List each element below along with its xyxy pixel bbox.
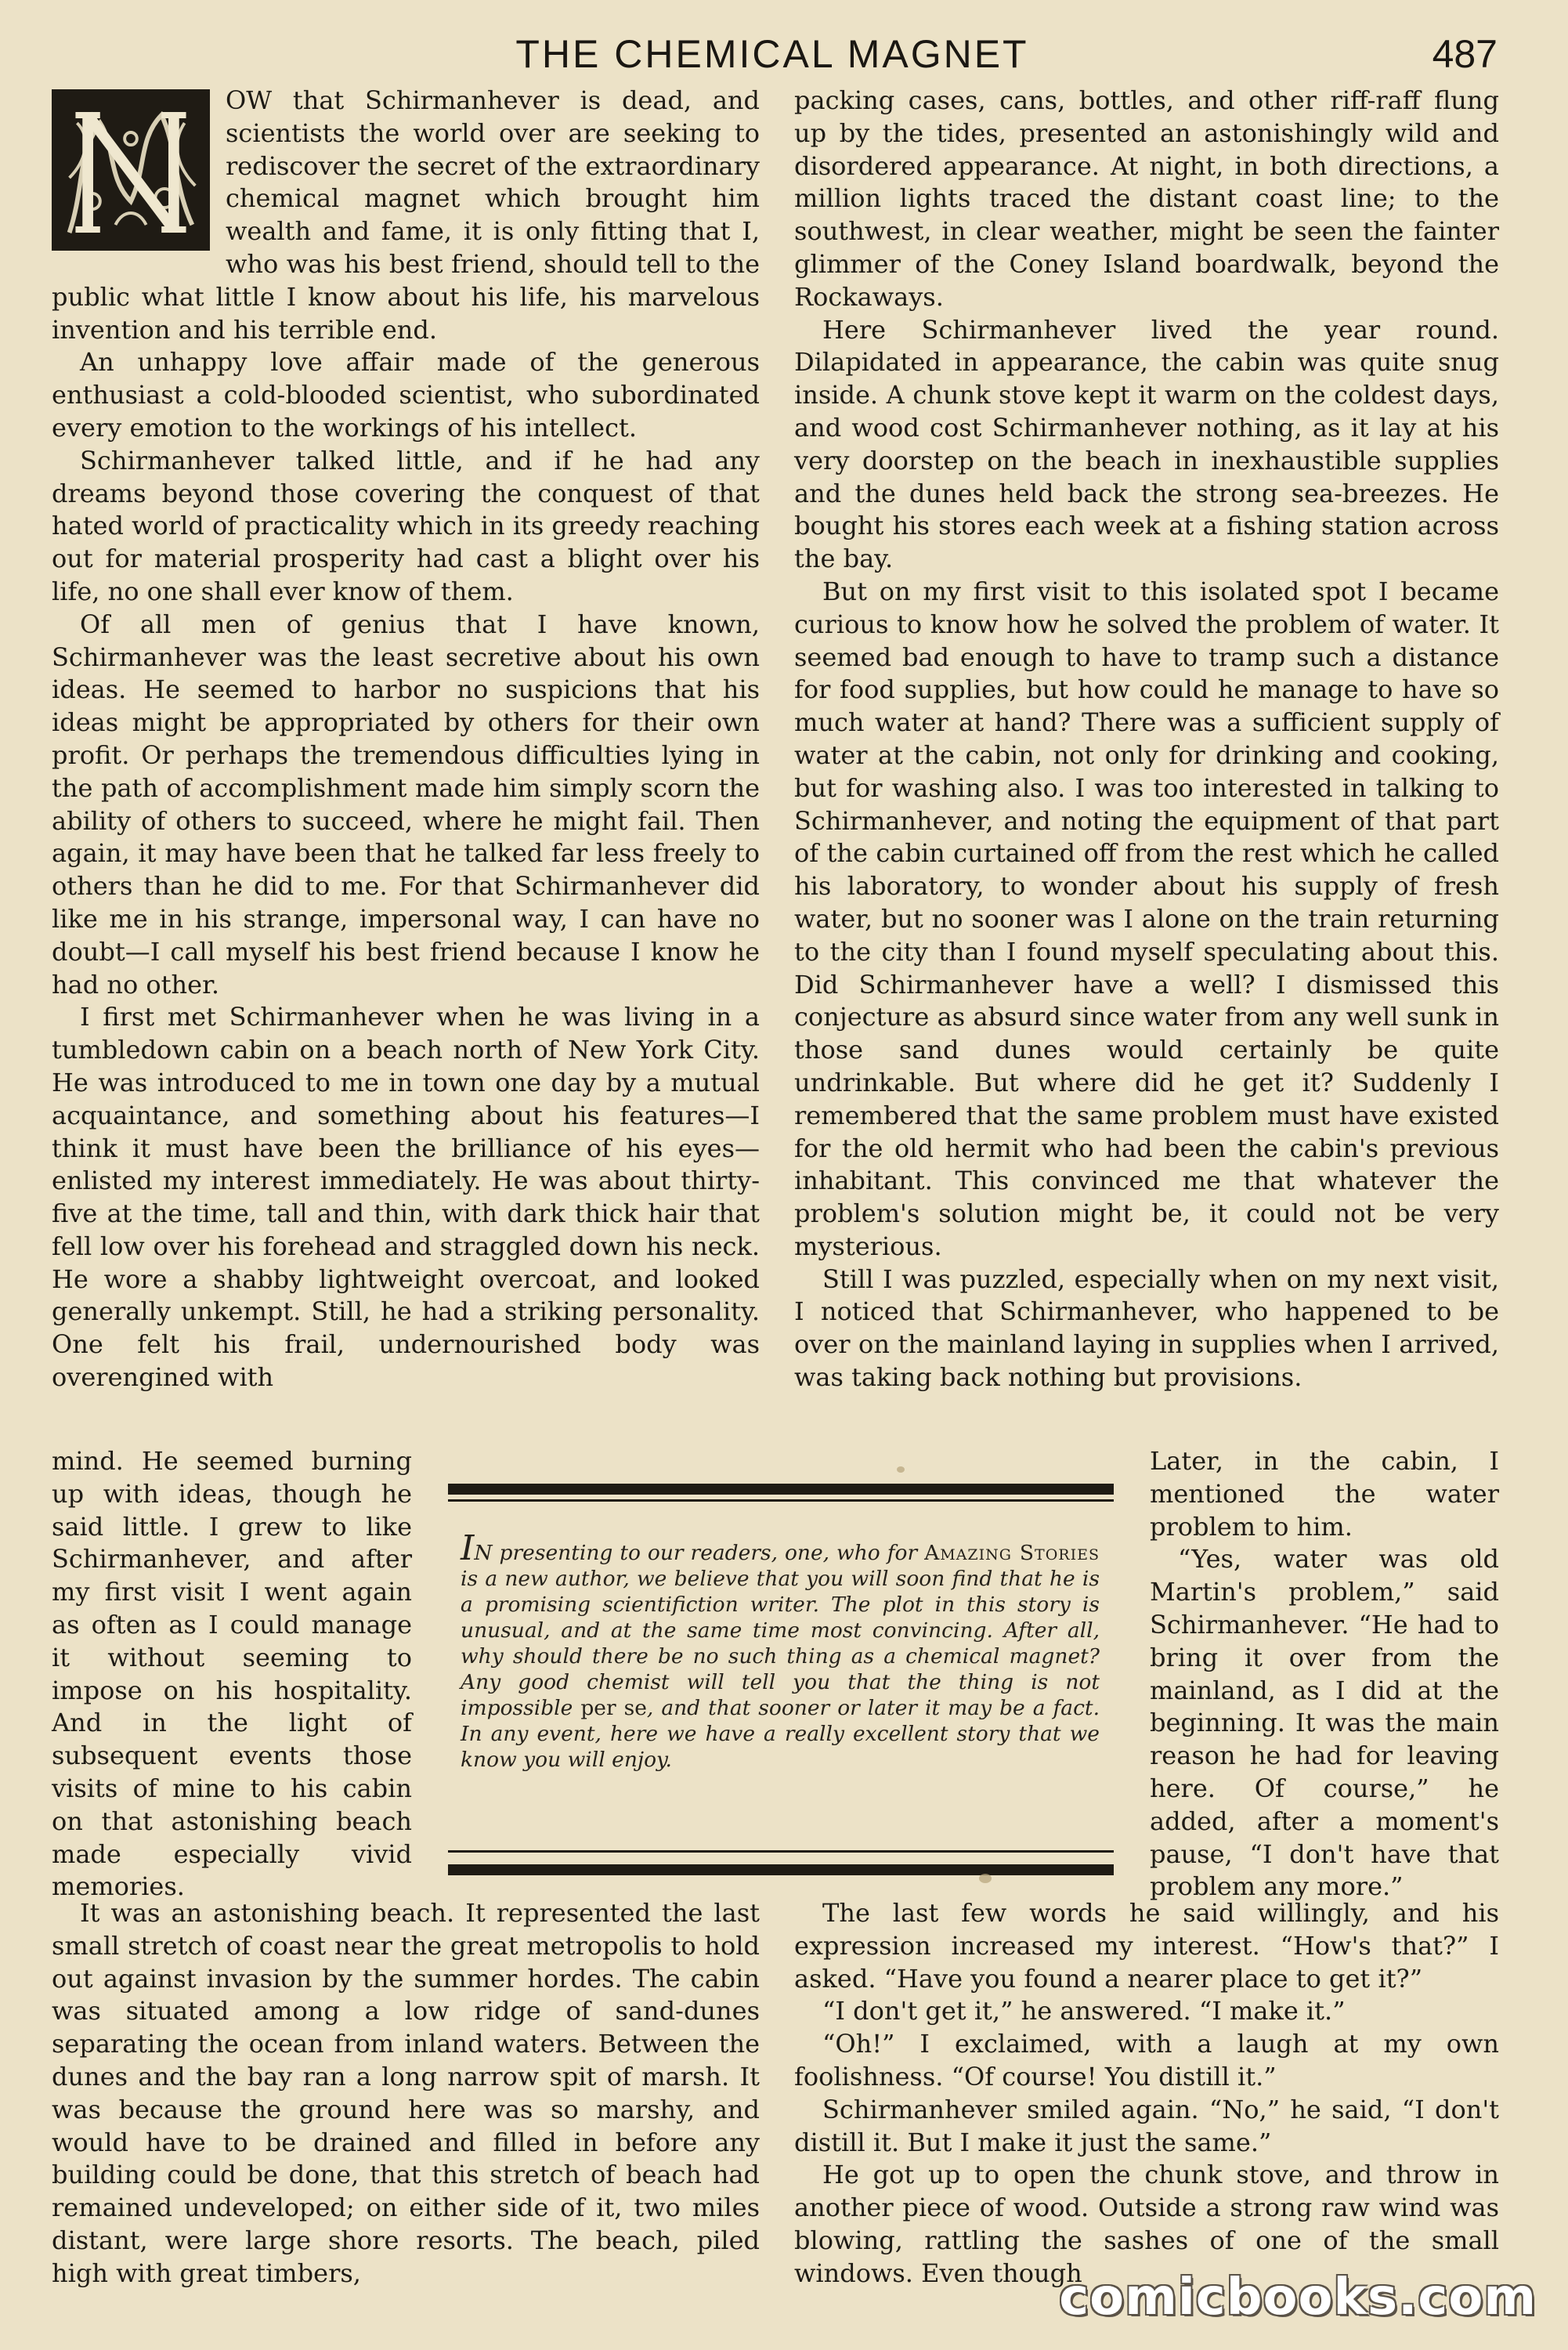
left-column-middle — [52, 1445, 412, 1904]
left-column-top — [52, 85, 760, 1394]
running-title: THE CHEMICAL MAGNET — [515, 32, 1029, 76]
paragraph-3: Schirmanhever talked little, and if he had any dreams beyond those covering the conquest of that hated world of practicality which in its greedy reaching out for material prosperity had cast a blight over his life, no one shall ever know of them. — [52, 445, 760, 606]
paragraph-6-continued: packing cases, cans, bottles, and other riff-raff flung up by the tides, presented an astonishingly wild and disordered appearance. At night, in both directions, a million lights traced the distant coast line; to the southwest, in clear weather, might be seen the fainter glimmer of the Coney Island boardwalk, beyond the Rockaways. — [794, 85, 1499, 312]
paragraph-8: But on my first visit to this isolated spot I became curious to know how he solved the problem of water. It seemed bad enough to have to tramp such a distance for food supplies, but how could he manage to have so much water at hand? There was a sufficient supply of water at the cabin, not only for drinking and cooking, but for washing also. I was too interested in talking to Schirmanhever, and noting the equipment of that part of the cabin curtained off from the rest which he called his laboratory, to wonder about his supply of fresh water, but no sooner was I alone on the train returning to the city than I found myself speculating about this. Did Schirmanhever have a well? I dismissed this conjecture as absurd since water from any well sunk in those sand dunes would certainly be quite undrinkable. But where did he get it? Suddenly I remembered that the same problem must have existed for the old hermit who had been the cabin's previous inhabitant. This convinced me that whatever the problem's solution might be, it could not be very mysterious. — [794, 576, 1499, 1261]
editor-note-part-3: , and that sooner or later it may be a fact. In any event, here we have a really excellent story that we know you will enjoy. — [461, 1696, 1100, 1772]
left-column-bottom — [52, 1897, 760, 2290]
paragraph-11: The last few words he said willingly, and his expression increased my interest. “How's that?” I asked. “Have you found a nearer place to get it?” — [794, 1898, 1499, 1994]
paragraph-13: “Oh!” I exclaimed, with a laugh at my own foolishness. “Of course! You distill it.” — [794, 2029, 1499, 2092]
paragraph-7: Here Schirmanhever lived the year round. Dilapidated in appearance, the cabin was quite snug inside. A chunk stove kept it warm on the coldest days, and wood cost Schirmanhever nothing, as it lay at his very doorstep on the beach in inexhaustible supplies and the dunes held back the strong sea-breezes. He bought his stores each week at a fishing station across the bay. — [794, 314, 1499, 574]
editor-note-box — [448, 1484, 1114, 1866]
watermark: comicbooks.com — [1059, 2269, 1537, 2326]
paragraph-10: “Yes, water was old Martin's problem,” said Schirmanhever. “He had to bring it over from the mainland, as I did at the beginning. It was the main reason he had for leaving here. Of course,” he added, after a moment's pause, “I don't have that problem any more.” — [1150, 1544, 1499, 1902]
right-column-bottom — [794, 1897, 1499, 2290]
box-rule-bottom-thin — [448, 1850, 1114, 1853]
paragraph-4: Of all men of genius that I have known, Schirmanhever was the least secretive about his own ideas. He seemed to harbor no suspicions that his ideas might be appropriated by others for their own profit. Or perhaps the tremendous difficulties lying in the path of accomplishment made him simply scorn the ability of others to succeed, where he might fail. Then again, it may have been that he talked far less freely to others than he did to me. For that Schirmanhever did like me in his strange, impersonal way, I can have no doubt—I call myself his best friend because I know he had no other. — [52, 609, 760, 1000]
box-rule-top-thick — [448, 1484, 1114, 1495]
paragraph-15: He got up to open the chunk stove, and throw in another piece of wood. Outside a strong raw wind was blowing, rattling the sashes of one of the small windows. Even though — [794, 2160, 1499, 2288]
editor-note-per-se: per se — [580, 1696, 647, 1720]
paper-stain — [897, 1466, 905, 1473]
paragraph-9: Still I was puzzled, especially when on my next visit, I noticed that Schirmanhever, who happened to be over on the mainland laying in supplies when I arrived, was taking back nothing but provisions. — [794, 1264, 1499, 1393]
right-column-top — [794, 85, 1499, 1394]
paper-stain — [979, 1874, 992, 1883]
editor-note-part-1: N presenting to our readers, one, who for — [474, 1541, 925, 1565]
editor-note-initial: I — [461, 1528, 475, 1568]
ornamental-initial-n-icon — [52, 89, 210, 251]
paragraph-14: Schirmanhever smiled again. “No,” he said, “I don't distill it. But I make it just the same.” — [794, 2094, 1499, 2157]
paragraph-12: “I don't get it,” he answered. “I make it.” — [822, 1996, 1346, 2026]
paragraph-2: An unhappy love affair made of the generous enthusiast a cold-blooded scientist, who subordinated every emotion to the workings of his intellect. — [52, 347, 760, 443]
editor-note-part-2: is a new author, we believe that you will soon find that he is a promising scientifiction writer. The plot in this story is unusual, and at the same time most convincing. After all, why should there be no such thing as a chemical magnet? Any good chemist will tell you that the thing is not impossible — [461, 1567, 1100, 1720]
right-column-middle — [1150, 1445, 1499, 1904]
page-header — [47, 24, 1498, 78]
page-number: 487 — [1432, 32, 1498, 76]
paragraph-6: It was an astonishing beach. It represented the last small stretch of coast near the great metropolis to hold out against invasion by the summer hordes. The cabin was situated among a low ridge of sand-dunes separating the ocean from inland waters. Between the dunes and the bay ran a long narrow spit of marsh. It was because the ground here was so marshy, and would have to be drained and filled in before any building could be done, that this stretch of beach had remained undeveloped; on either side of it, two miles distant, were large shore resorts. The beach, piled high with great timbers, — [52, 1898, 760, 2288]
editor-note-text — [461, 1528, 1100, 1773]
editor-note-magazine-name: Amazing Stories — [924, 1541, 1100, 1565]
box-rule-bottom-thick — [448, 1864, 1114, 1875]
box-rule-top-thin — [448, 1499, 1114, 1502]
paragraph-9-continued: Later, in the cabin, I mentioned the water problem to him. — [1150, 1446, 1499, 1542]
paragraph-5: I first met Schirmanhever when he was living in a tumbledown cabin on a beach north of New York City. He was introduced to me in town one day by a mutual acquaintance, and something about his features—I think it must have been the brilliance of his eyes—enlisted my interest immediately. He was about thirty-five at the time, tall and thin, with dark thick hair that fell low over his forehead and straggled down his neck. He wore a shabby lightweight overcoat, and looked generally unkempt. Still, he had a striking personality. One felt his frail, undernourished body was overengined with — [52, 1002, 760, 1393]
paragraph-1: OW that Schirmanhever is dead, and scientists the world over are seeking to rediscover the secret of the extraordinary chemical magnet which brought him wealth and fame, it is only fitting that I, who was his best friend, should tell to the public what little I know about his life, his marvelous invention and his terrible end. — [52, 85, 760, 345]
paragraph-5-continued: mind. He seemed burning up with ideas, though he said little. I grew to like Schirmanhever, and after my first visit I went again as often as I could manage it without seeming to impose on his hospitality. And in the light of subsequent events those visits of mine to his cabin on that astonishing beach made especially vivid memories. — [52, 1446, 412, 1902]
